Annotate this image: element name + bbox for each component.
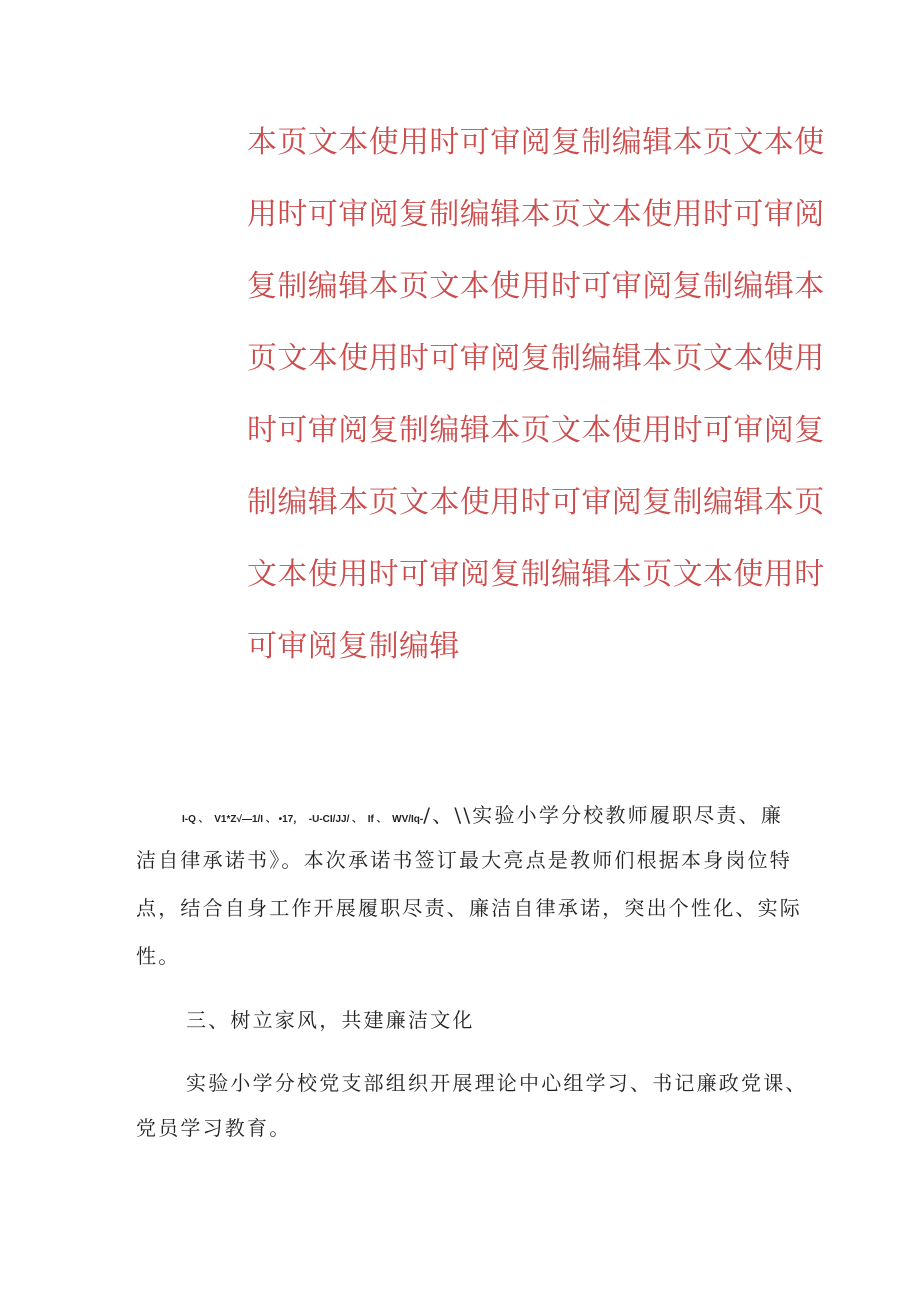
paragraph-line: 性。 xyxy=(136,944,181,968)
watermark-line: 可审阅复制编辑 xyxy=(247,629,460,664)
paragraph-line: 洁自律承诺书》。本次承诺书签订最大亮点是教师们根据本身岗位特 xyxy=(136,848,792,872)
garbled-text-prefix: I-Q 、 V1*Z√—1/I 、 •17， -U-CI/JJ/ 、 If 、 WV/Iq- xyxy=(182,814,424,825)
watermark-line: 时可审阅复制编辑本页文本使用时可审阅复 xyxy=(247,413,825,448)
paragraph-line xyxy=(136,800,796,835)
watermark-line: 页文本使用时可审阅复制编辑本页文本使用 xyxy=(247,341,825,376)
paragraph-line: 实验小学分校党支部组织开展理论中心组学习、书记廉政党课、 xyxy=(186,1071,808,1095)
watermark-line: 用时可审阅复制编辑本页文本使用时可审阅 xyxy=(247,197,825,232)
paragraph-line: 点，结合自身工作开展履职尽责、廉洁自律承诺，突出个性化、实际 xyxy=(136,896,802,920)
watermark-line: 本页文本使用时可审阅复制编辑本页文本使 xyxy=(247,125,825,160)
watermark-line: 制编辑本页文本使用时可审阅复制编辑本页 xyxy=(247,485,825,520)
paragraph-text: /、\\实验小学分校教师履职尽责、廉 xyxy=(423,803,784,827)
watermark-line: 复制编辑本页文本使用时可审阅复制编辑本 xyxy=(247,269,825,304)
paragraph-line: 党员学习教育。 xyxy=(136,1116,292,1140)
watermark-line: 文本使用时可审阅复制编辑本页文本使用时 xyxy=(247,557,825,592)
watermark-text-block xyxy=(247,125,825,701)
section-heading: 三、树立家风，共建廉洁文化 xyxy=(186,1008,475,1032)
